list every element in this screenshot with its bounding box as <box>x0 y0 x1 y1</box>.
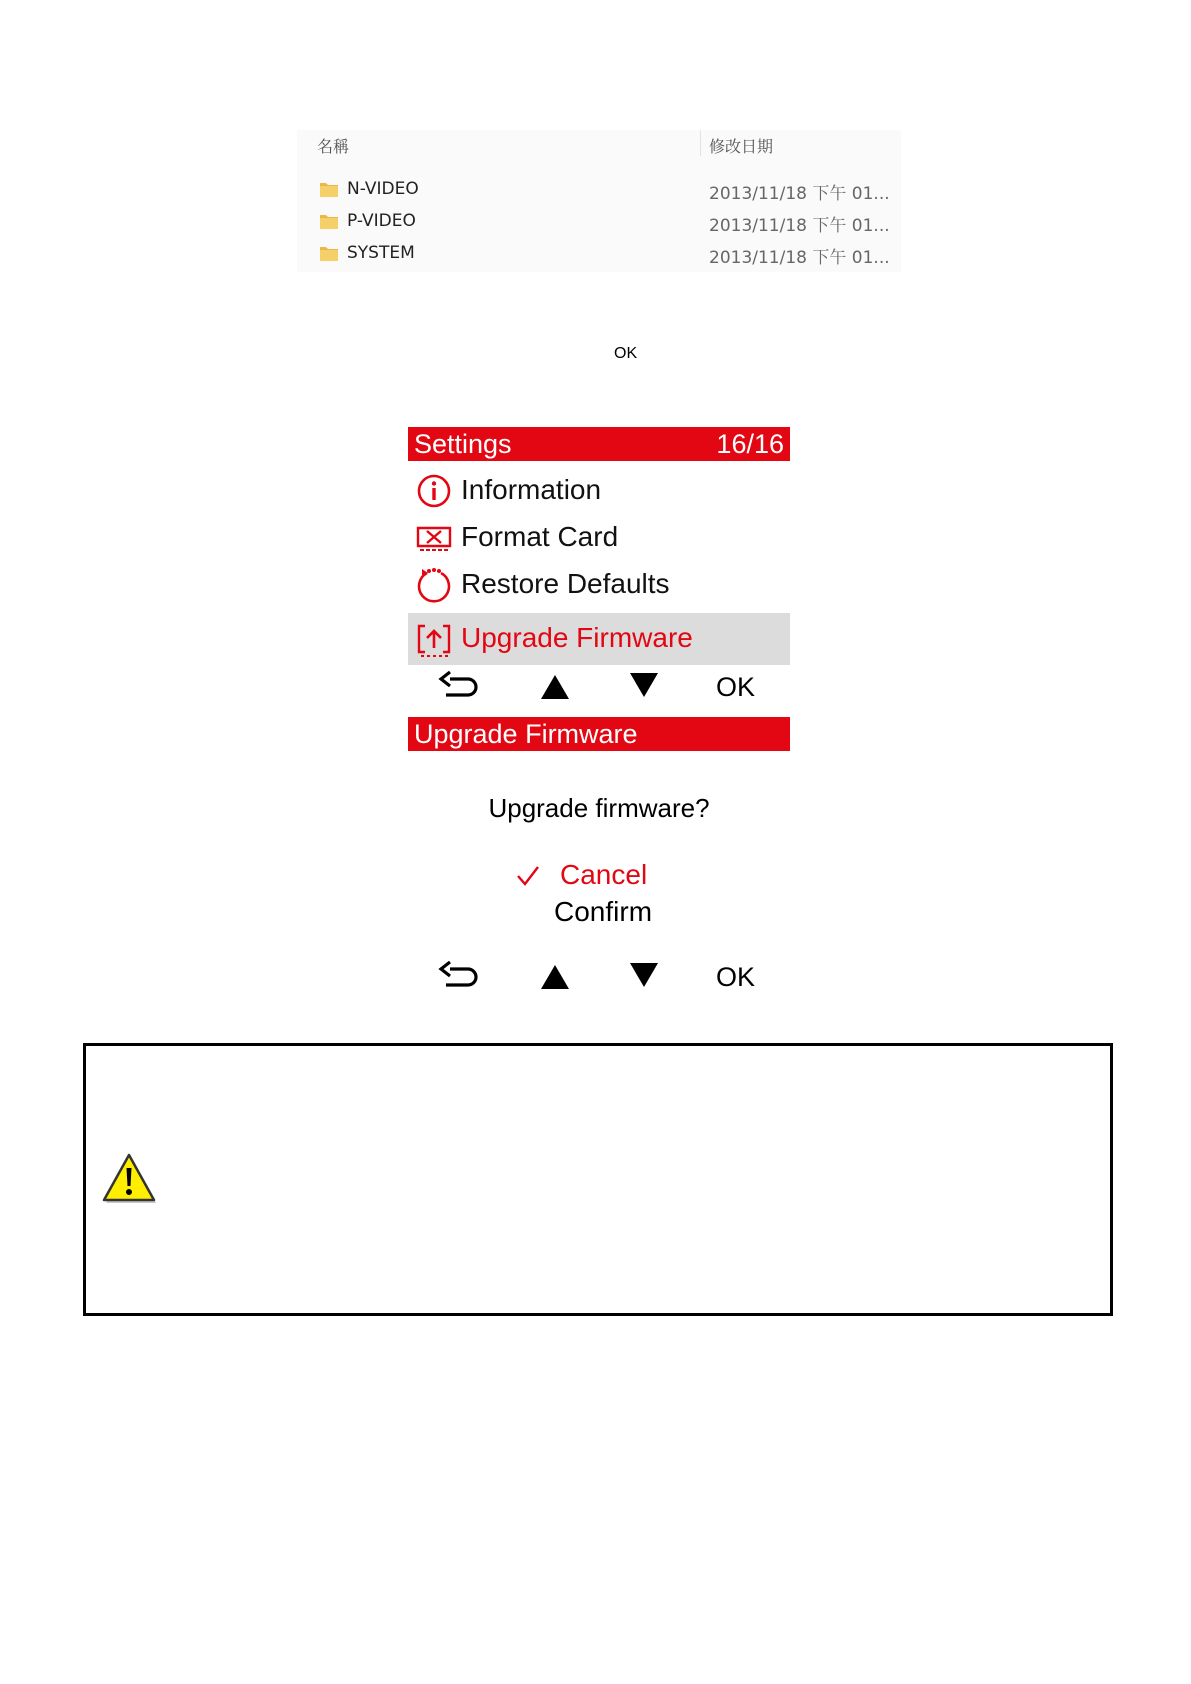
ok-button[interactable]: OK <box>716 962 756 992</box>
up-arrow-icon[interactable] <box>540 959 570 995</box>
folder-date: 2013/11/18 下午 01... <box>709 248 890 268</box>
back-icon[interactable] <box>438 959 482 995</box>
folder-icon <box>319 212 339 230</box>
menu-item-label: Restore Defaults <box>461 568 670 599</box>
upgrade-nav-bar <box>408 957 790 997</box>
page-indicator: 16/16 <box>716 429 784 459</box>
upgrade-firmware-screen <box>408 717 790 999</box>
upgrade-question: Upgrade firmware? <box>488 793 710 823</box>
ok-caption: OK <box>614 345 638 362</box>
restore-icon <box>416 567 452 603</box>
menu-item-label: Format Card <box>461 521 619 552</box>
settings-screen <box>408 427 790 702</box>
column-header-name[interactable]: 名稱 <box>317 137 350 156</box>
warning-box <box>83 1043 1113 1316</box>
screen-title: Upgrade Firmware <box>414 719 638 749</box>
folder-name: SYSTEM <box>347 243 415 263</box>
menu-item-label: Information <box>461 474 602 505</box>
menu-item-restore-defaults[interactable] <box>408 561 790 607</box>
screen-title: Settings <box>414 429 512 459</box>
folder-date: 2013/11/18 下午 01... <box>709 216 890 236</box>
menu-item-upgrade-firmware[interactable] <box>408 613 790 665</box>
folder-name: P-VIDEO <box>347 211 416 231</box>
folder-icon <box>319 180 339 198</box>
up-arrow-icon[interactable] <box>540 669 570 705</box>
file-explorer-list <box>297 130 901 272</box>
folder-date: 2013/11/18 下午 01... <box>709 184 890 204</box>
option-confirm[interactable]: Confirm <box>554 896 653 927</box>
settings-nav-bar <box>408 667 790 707</box>
upgrade-title-bar <box>408 717 790 751</box>
warning-icon <box>100 1152 158 1210</box>
back-icon[interactable] <box>438 669 482 705</box>
upgrade-icon <box>416 622 452 658</box>
format-card-icon <box>416 520 452 556</box>
folder-row-system[interactable] <box>297 238 901 268</box>
down-arrow-icon[interactable] <box>629 669 659 705</box>
option-cancel[interactable]: Cancel <box>560 859 648 890</box>
folder-icon <box>319 244 339 262</box>
folder-row-p-video[interactable] <box>297 206 901 236</box>
check-icon <box>515 863 541 889</box>
settings-title-bar <box>408 427 790 461</box>
column-divider <box>700 130 701 156</box>
ok-button[interactable]: OK <box>716 672 756 702</box>
menu-item-label: Upgrade Firmware <box>461 622 693 653</box>
column-header-date[interactable]: 修改日期 <box>709 137 774 156</box>
folder-row-n-video[interactable] <box>297 174 901 204</box>
menu-item-information[interactable] <box>408 467 790 513</box>
menu-item-format-card[interactable] <box>408 514 790 560</box>
folder-name: N-VIDEO <box>347 179 419 199</box>
down-arrow-icon[interactable] <box>629 959 659 995</box>
info-icon <box>416 473 452 509</box>
